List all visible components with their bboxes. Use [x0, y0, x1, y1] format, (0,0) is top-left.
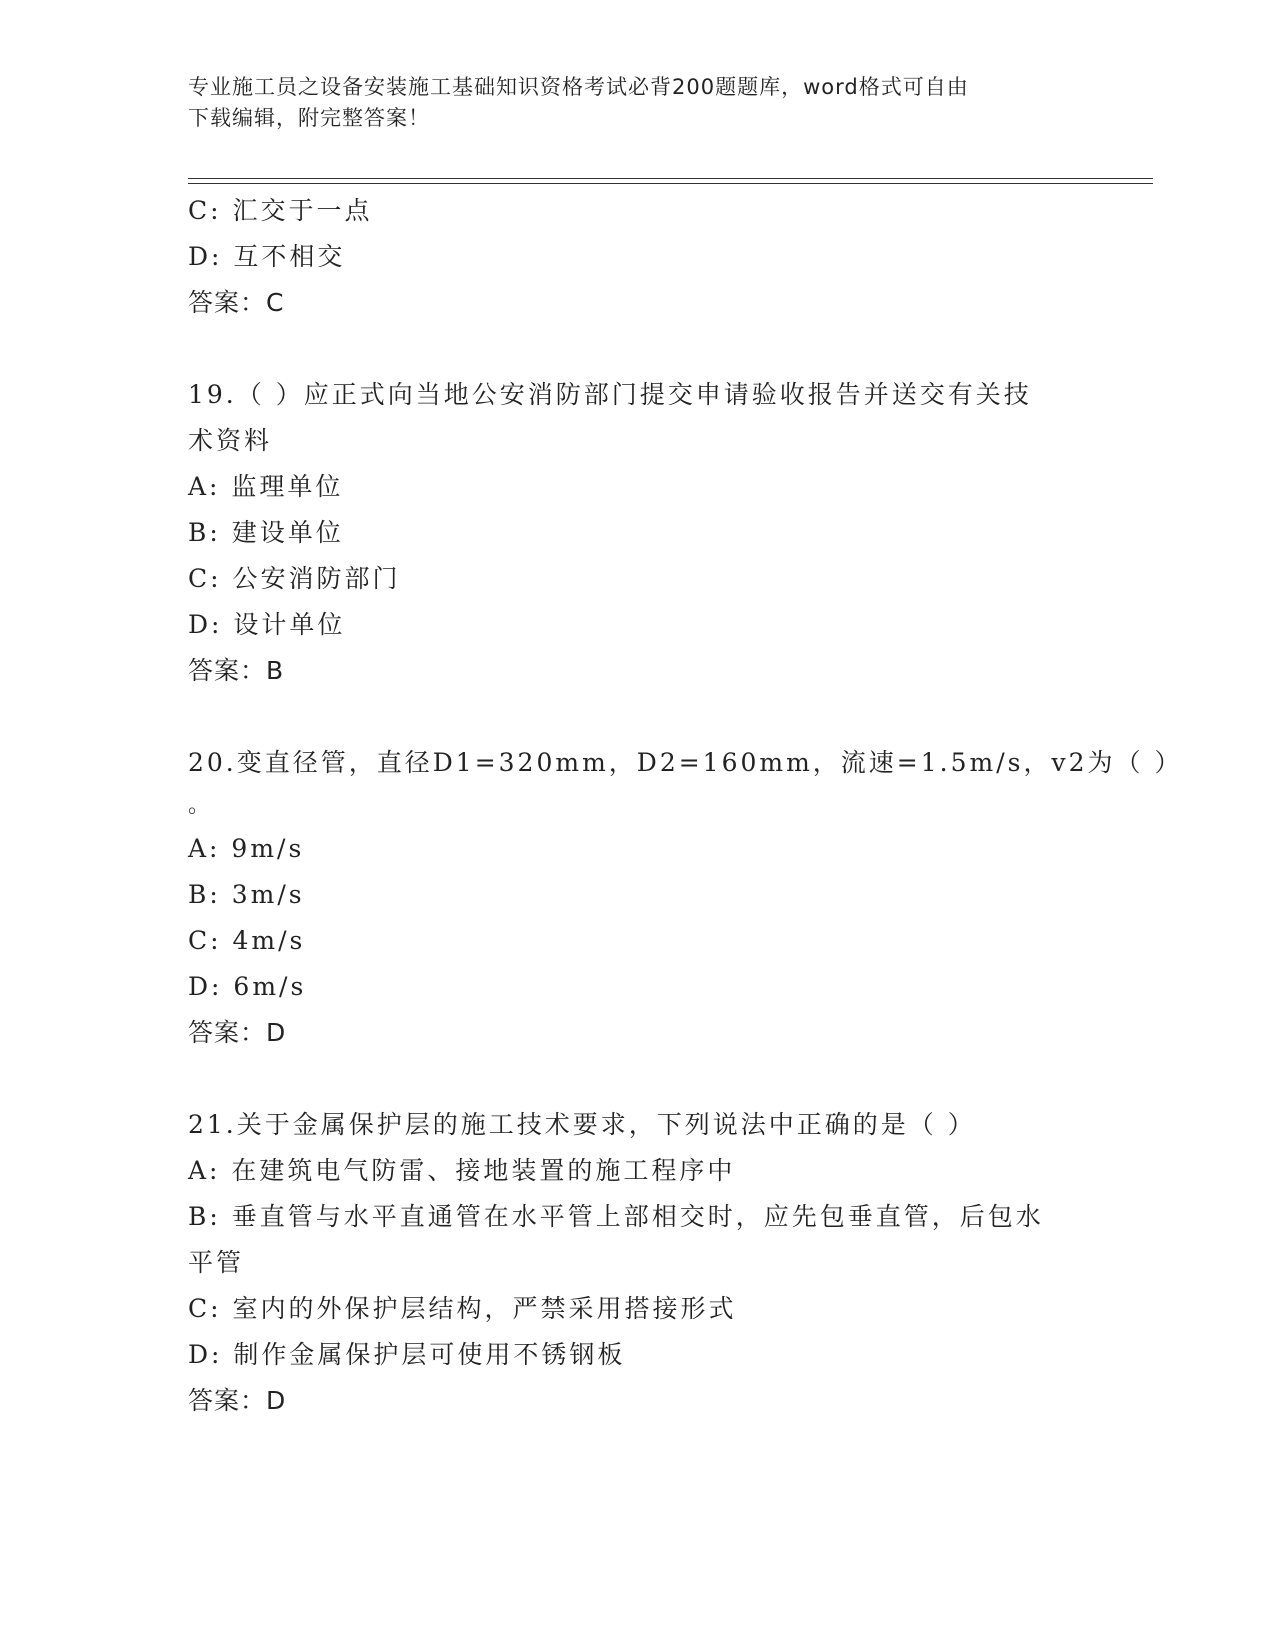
question-20	[188, 740, 1183, 1056]
header-rule-top	[188, 178, 1153, 179]
option-c: C: 室内的外保护层结构，严禁采用搭接形式	[188, 1294, 737, 1323]
question-stem-cont: 术资料	[188, 426, 273, 455]
option-b: B: 3m/s	[188, 880, 305, 909]
question-stem: 20.变直径管，直径D1=320mm，D2=160mm，流速=1.5m/s，v2为（ ）	[188, 748, 1183, 777]
option-d: D: 6m/s	[188, 972, 307, 1001]
option-c: C: 公安消防部门	[188, 564, 401, 593]
option-c: C: 4m/s	[188, 926, 306, 955]
answer: 答案：D	[188, 1018, 287, 1047]
question-stem: 19.（ ）应正式向当地公安消防部门提交申请验收报告并送交有关技	[188, 380, 1032, 409]
question-18-tail	[188, 188, 1088, 326]
option-b: B: 垂直管与水平直通管在水平管上部相交时，应先包垂直管，后包水	[188, 1202, 1044, 1231]
option-a: A: 在建筑电气防雷、接地装置的施工程序中	[188, 1156, 736, 1185]
header-line-1: 专业施工员之设备安装施工基础知识资格考试必背200题题库，word格式可自由	[188, 75, 969, 99]
question-stem: 21.关于金属保护层的施工技术要求，下列说法中正确的是（ ）	[188, 1110, 976, 1139]
question-19	[188, 372, 1088, 694]
answer: 答案：C	[188, 288, 285, 317]
option-b: B: 建设单位	[188, 518, 344, 547]
option-b-cont: 平管	[188, 1248, 245, 1277]
option-c: C: 汇交于一点	[188, 196, 373, 225]
question-21	[188, 1102, 1088, 1424]
header-line-2: 下载编辑，附完整答案！	[188, 106, 430, 130]
question-list	[188, 188, 1183, 1424]
answer: 答案：D	[188, 1386, 287, 1415]
document-header	[188, 72, 1088, 134]
option-d: D: 制作金属保护层可使用不锈钢板	[188, 1340, 626, 1369]
option-a: A: 监理单位	[188, 472, 344, 501]
answer: 答案：B	[188, 656, 285, 685]
option-d: D: 设计单位	[188, 610, 346, 639]
question-stem-cont: 。	[188, 793, 214, 818]
option-d: D: 互不相交	[188, 242, 346, 271]
option-a: A: 9m/s	[188, 834, 305, 863]
header-rule-bottom	[188, 183, 1153, 184]
